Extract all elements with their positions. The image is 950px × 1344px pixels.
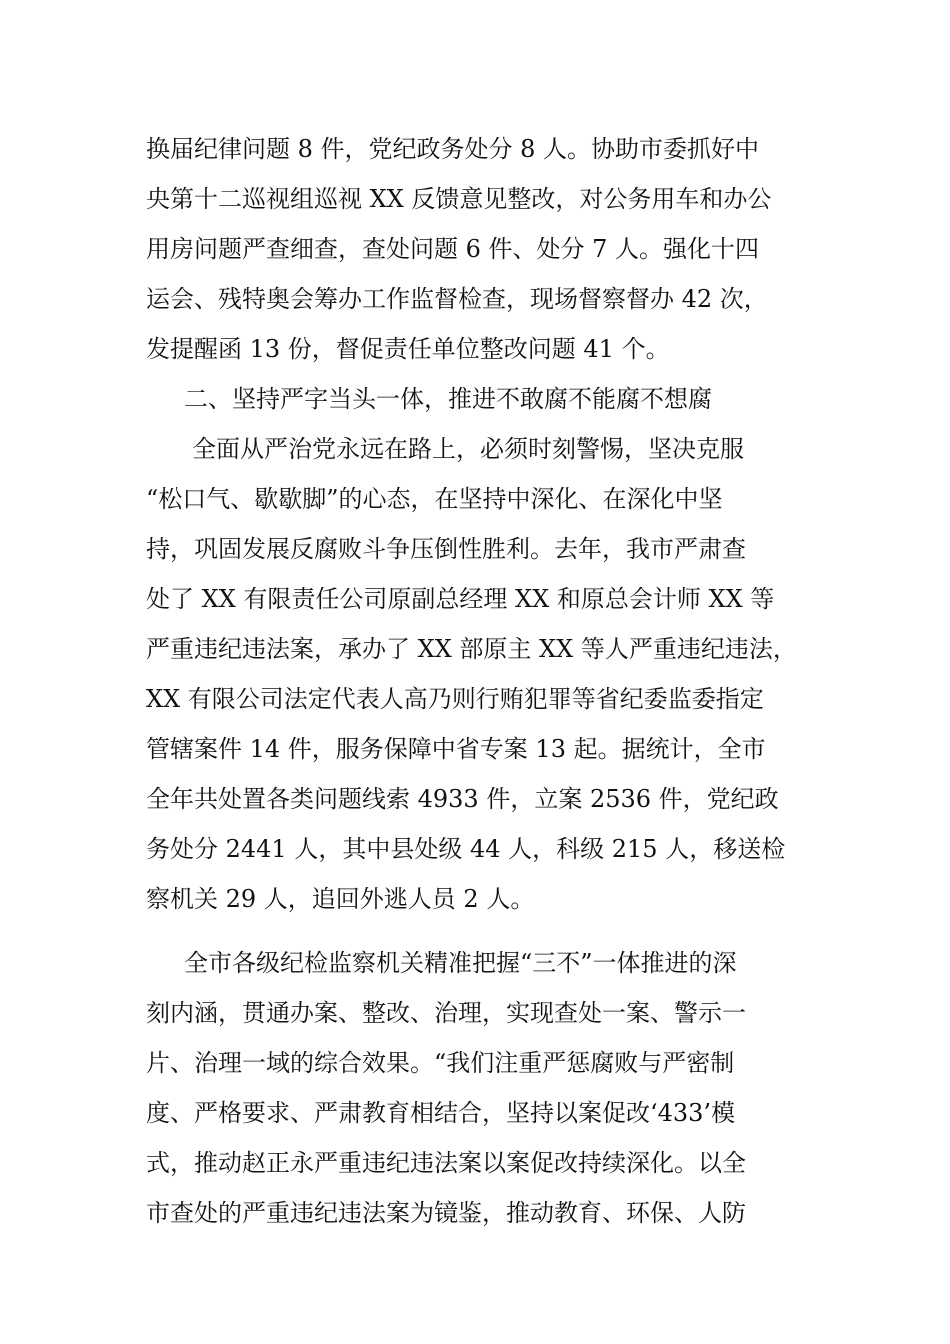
paragraph-2-line-7: 管辖案件 14 件，服务保障中省专案 13 起。据统计，全市 — [146, 735, 766, 763]
paragraph-1-line-5: 发提醒函 13 份，督促责任单位整改问题 41 个。 — [146, 335, 670, 363]
paragraph-3-line-1: 全市各级纪检监察机关精准把握“三不”一体推进的深 — [184, 949, 737, 977]
paragraph-2-line-9: 务处分 2441 人，其中县处级 44 人，科级 215 人，移送检 — [146, 835, 786, 863]
paragraph-2-line-8: 全年共处置各类问题线索 4933 件，立案 2536 件，党纪政 — [146, 785, 779, 813]
document-body — [146, 124, 826, 1238]
paragraph-2-line-3: 持，巩固发展反腐败斗争压倒性胜利。去年，我市严肃查 — [146, 535, 746, 563]
section-heading: 二、坚持严字当头一体，推进不敢腐不能腐不想腐 — [184, 385, 712, 413]
paragraph-2-line-2: “松口气、歇歇脚”的心态，在坚持中深化、在深化中坚 — [146, 485, 723, 513]
paragraph-3-line-6: 市查处的严重违纪违法案为镜鉴，推动教育、环保、人防 — [146, 1199, 746, 1227]
paragraph-3-line-3: 片、治理一域的综合效果。“我们注重严惩腐败与严密制 — [146, 1049, 735, 1077]
paragraph-1-line-3: 用房问题严查细查，查处问题 6 件、处分 7 人。强化十四 — [146, 235, 760, 263]
paragraph-2-line-4: 处了 XX 有限责任公司原副总经理 XX 和原总会计师 XX 等 — [146, 585, 775, 613]
paragraph-3-line-4: 度、严格要求、严肃教育相结合，坚持以案促改‘433’模 — [146, 1099, 736, 1127]
paragraph-2-line-1: 全面从严治党永远在路上，必须时刻警惕，坚决克服 — [192, 435, 744, 463]
paragraph-3-line-5: 式，推动赵正永严重违纪违法案以案促改持续深化。以全 — [146, 1149, 746, 1177]
paragraph-2-line-10: 察机关 29 人，追回外逃人员 2 人。 — [146, 885, 535, 913]
paragraph-spacer — [146, 924, 826, 938]
paragraph-2-line-6: XX 有限公司法定代表人高乃则行贿犯罪等省纪委监委指定 — [146, 685, 764, 713]
paragraph-3-line-2: 刻内涵，贯通办案、整改、治理，实现查处一案、警示一 — [146, 999, 746, 1027]
paragraph-2-line-5: 严重违纪违法案，承办了 XX 部原主 XX 等人严重违纪违法， — [146, 635, 797, 663]
paragraph-1-line-2: 央第十二巡视组巡视 XX 反馈意见整改，对公务用车和办公 — [146, 185, 772, 213]
paragraph-1-line-1: 换届纪律问题 8 件，党纪政务处分 8 人。协助市委抓好中 — [146, 135, 760, 163]
paragraph-1-line-4: 运会、残特奥会筹办工作监督检查，现场督察督办 42 次， — [146, 285, 768, 313]
